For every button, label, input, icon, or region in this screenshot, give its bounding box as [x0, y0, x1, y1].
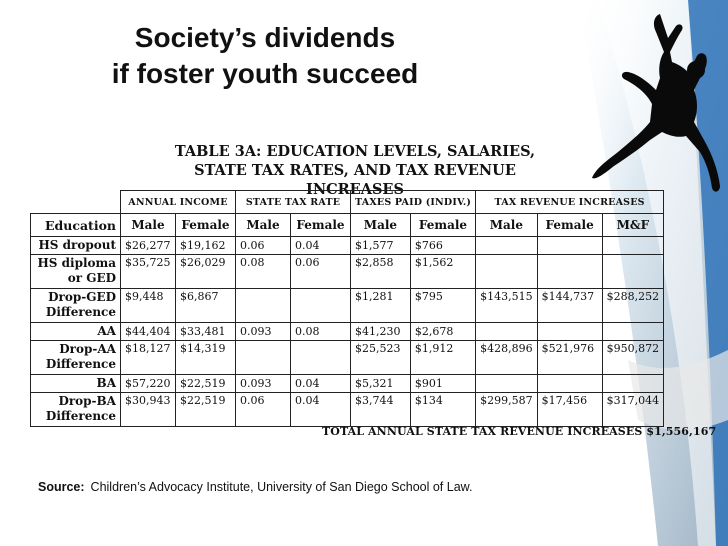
row-label [31, 255, 121, 289]
education-tax-table [30, 190, 664, 427]
table-cell: $5,321 [351, 375, 411, 393]
table-cell: $17,456 [537, 393, 602, 427]
table-cell [537, 375, 602, 393]
column-header: M&F [602, 214, 664, 237]
group-annual-income: ANNUAL INCOME [121, 191, 236, 214]
row-label-line: HS dropout [38, 238, 116, 252]
column-header: Male [121, 214, 176, 237]
column-header: Female [176, 214, 236, 237]
group-taxes-paid: TAXES PAID (INDIV.) [351, 191, 476, 214]
table-cell: $3,744 [351, 393, 411, 427]
table-cell [602, 375, 664, 393]
table-cell [537, 255, 602, 289]
table-cell: $6,867 [176, 289, 236, 323]
row-label-line: AA [97, 324, 116, 338]
table-row [31, 255, 664, 289]
table-cell: 0.04 [291, 237, 351, 255]
column-header: Male [476, 214, 538, 237]
row-label [31, 393, 121, 427]
table-cell [537, 237, 602, 255]
table-row [31, 375, 664, 393]
table-cell: $41,230 [351, 323, 411, 341]
column-header-education: Education [31, 214, 121, 237]
title-line-1: Society’s dividends [134, 22, 396, 53]
table-cell: 0.093 [236, 375, 291, 393]
table-cell [236, 341, 291, 375]
table-cell [291, 341, 351, 375]
table-cell: $950,872 [602, 341, 664, 375]
table-cell [236, 289, 291, 323]
table-cell: $901 [410, 375, 475, 393]
table-cell: 0.04 [291, 375, 351, 393]
table-heading-line-1: TABLE 3A: EDUCATION LEVELS, SALARIES, [174, 143, 536, 160]
table-cell: $144,737 [537, 289, 602, 323]
table-cell: $299,587 [476, 393, 538, 427]
source-text: Children’s Advocacy Institute, University of San Diego School of Law. [90, 480, 473, 494]
row-label-line: HS diploma [37, 256, 116, 270]
table-cell: $1,281 [351, 289, 411, 323]
table-cell: 0.06 [236, 393, 291, 427]
table-cell [476, 323, 538, 341]
row-label-line: Difference [45, 305, 116, 319]
table-cell [476, 255, 538, 289]
table-cell: $26,277 [121, 237, 176, 255]
title-line-2: if foster youth succeed [111, 58, 419, 89]
table-cell: $521,976 [537, 341, 602, 375]
table-cell: $22,519 [176, 393, 236, 427]
row-label [31, 237, 121, 255]
slide-title [60, 20, 470, 92]
column-header: Male [236, 214, 291, 237]
table-row [31, 341, 664, 375]
table-cell: $288,252 [602, 289, 664, 323]
blank-corner [31, 191, 121, 214]
table-cell: 0.093 [236, 323, 291, 341]
table-cell: 0.04 [291, 393, 351, 427]
row-label-line: Drop-AA [59, 342, 116, 356]
column-header: Female [537, 214, 602, 237]
table-cell: $25,523 [351, 341, 411, 375]
table-cell: $143,515 [476, 289, 538, 323]
diver-silhouette-icon [590, 12, 725, 202]
table-cell: $9,448 [121, 289, 176, 323]
source-note [38, 480, 472, 494]
column-header: Male [351, 214, 411, 237]
table-row [31, 289, 664, 323]
table-cell: $766 [410, 237, 475, 255]
table-cell: $22,519 [176, 375, 236, 393]
table-cell [291, 289, 351, 323]
source-label: Source: [38, 480, 85, 494]
table-row [31, 237, 664, 255]
table-cell: $134 [410, 393, 475, 427]
total-revenue-line: TOTAL ANNUAL STATE TAX REVENUE INCREASES $1,556,167 [322, 425, 717, 438]
group-tax-revenue-increases: TAX REVENUE INCREASES [476, 191, 664, 214]
table-cell: $2,678 [410, 323, 475, 341]
table-cell [602, 237, 664, 255]
table-cell: 0.06 [291, 255, 351, 289]
table-cell [602, 255, 664, 289]
row-label [31, 323, 121, 341]
table-cell: $1,912 [410, 341, 475, 375]
row-label-line: or GED [67, 271, 116, 285]
group-header-row [31, 191, 664, 214]
table-cell [476, 237, 538, 255]
table-cell: $795 [410, 289, 475, 323]
row-label [31, 341, 121, 375]
table-cell: $57,220 [121, 375, 176, 393]
table-cell: $44,404 [121, 323, 176, 341]
table-cell: $428,896 [476, 341, 538, 375]
table-cell: $1,577 [351, 237, 411, 255]
table-cell: 0.06 [236, 237, 291, 255]
group-state-tax-rate: STATE TAX RATE [236, 191, 351, 214]
row-label-line: Difference [45, 409, 116, 423]
table-cell [602, 323, 664, 341]
row-label-line: Drop-BA [58, 394, 116, 408]
table-cell: $317,044 [602, 393, 664, 427]
column-header: Female [410, 214, 475, 237]
table-cell [476, 375, 538, 393]
row-label-line: BA [96, 376, 116, 390]
table-cell [537, 323, 602, 341]
table-row [31, 323, 664, 341]
table-cell: $30,943 [121, 393, 176, 427]
column-header: Female [291, 214, 351, 237]
row-label-line: Drop-GED [48, 290, 116, 304]
table-cell: 0.08 [291, 323, 351, 341]
table-cell: $2,858 [351, 255, 411, 289]
table-cell: $35,725 [121, 255, 176, 289]
table-cell: $19,162 [176, 237, 236, 255]
row-label [31, 375, 121, 393]
table-cell: $1,562 [410, 255, 475, 289]
column-header-row [31, 214, 664, 237]
table-body [31, 237, 664, 427]
table-cell: $33,481 [176, 323, 236, 341]
row-label [31, 289, 121, 323]
table-cell: 0.08 [236, 255, 291, 289]
table-row [31, 393, 664, 427]
row-label-line: Difference [45, 357, 116, 371]
table-cell: $14,319 [176, 341, 236, 375]
table-cell: $18,127 [121, 341, 176, 375]
table-cell: $26,029 [176, 255, 236, 289]
table-heading-line-2: STATE TAX RATES, AND TAX REVENUE INCREASES [194, 162, 516, 198]
